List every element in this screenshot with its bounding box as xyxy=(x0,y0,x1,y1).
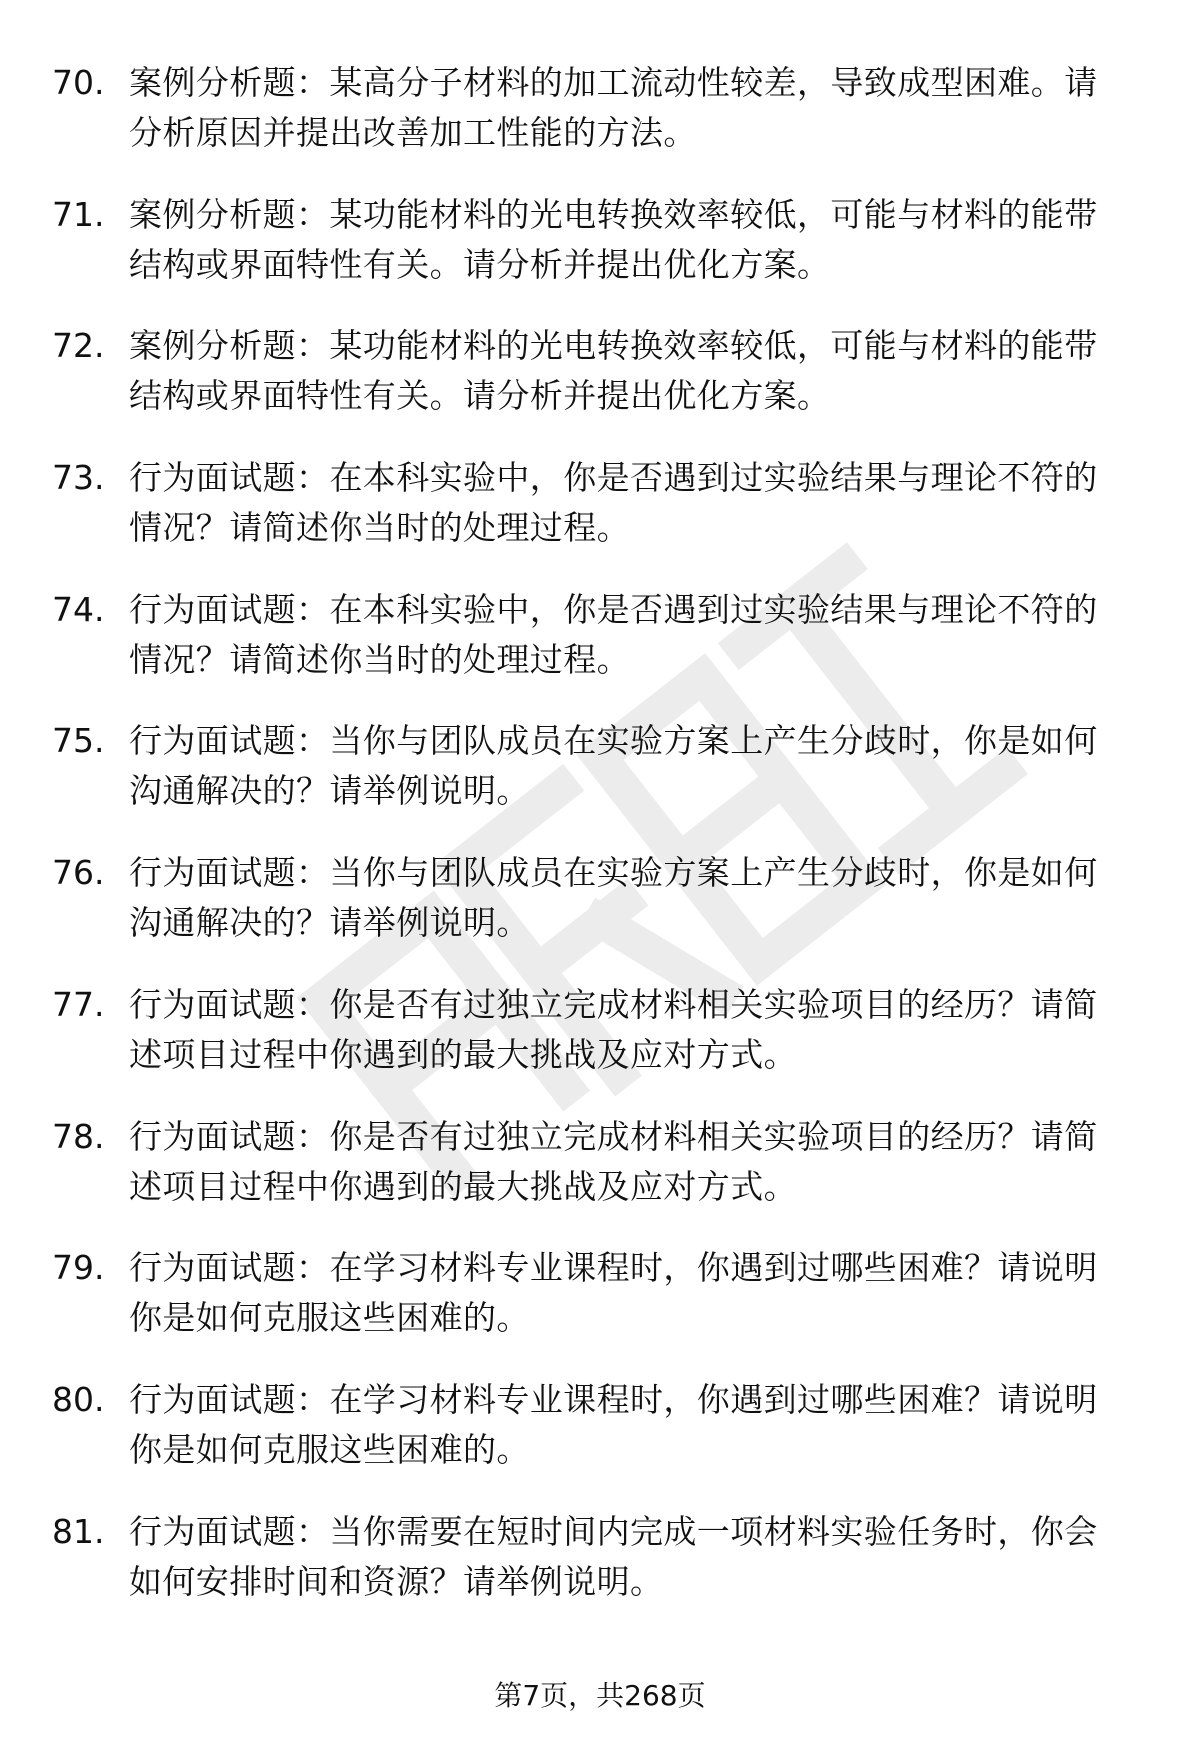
question-text: 行为面试题：在学习材料专业课程时，你遇到过哪些困难？请说明你是如何克服这些困难的。 xyxy=(129,1248,1098,1338)
question-text: 案例分析题：某高分子材料的加工流动性较差，导致成型困难。请分析原因并提出改善加工性能的方法。 xyxy=(129,63,1098,152)
question-item xyxy=(52,980,1142,1112)
question-number: 75. xyxy=(52,721,105,761)
page-footer: 第7页，共268页 xyxy=(494,1679,706,1712)
question-item xyxy=(52,1507,1142,1639)
question-text: 行为面试题：在学习材料专业课程时，你遇到过哪些困难？请说明你是如何克服这些困难的。 xyxy=(129,1379,1098,1469)
question-number: 72. xyxy=(52,326,105,366)
question-item xyxy=(52,848,1142,980)
question-number: 74. xyxy=(52,589,105,629)
question-item xyxy=(52,1112,1142,1244)
question-number: 78. xyxy=(52,1116,105,1156)
question-number: 79. xyxy=(52,1248,105,1288)
question-text: 行为面试题：在本科实验中，你是否遇到过实验结果与理论不符的情况？请简述你当时的处理过程。 xyxy=(129,589,1098,679)
question-text: 行为面试题：当你与团队成员在实验方案上产生分歧时，你是如何沟通解决的？请举例说明。 xyxy=(129,853,1098,943)
question-text: 行为面试题：当你与团队成员在实验方案上产生分歧时，你是如何沟通解决的？请举例说明。 xyxy=(129,721,1098,811)
question-number: 73. xyxy=(52,458,105,498)
question-item xyxy=(52,190,1142,322)
question-item xyxy=(52,716,1142,848)
question-item xyxy=(52,1375,1142,1507)
question-item xyxy=(52,1243,1142,1375)
question-list xyxy=(52,58,1142,1638)
question-text: 案例分析题：某功能材料的光电转换效率较低，可能与材料的能带结构或界面特性有关。请分析并提出优化方案。 xyxy=(129,326,1098,416)
question-text: 行为面试题：当你需要在短时间内完成一项材料实验任务时，你会如何安排时间和资源？请举例说明。 xyxy=(129,1511,1098,1601)
question-item xyxy=(52,58,1142,190)
question-text: 行为面试题：你是否有过独立完成材料相关实验项目的经历？请简述项目过程中你遇到的最大挑战及应对方式。 xyxy=(129,984,1098,1074)
question-number: 70. xyxy=(52,63,105,102)
question-item xyxy=(52,585,1142,717)
question-number: 76. xyxy=(52,853,105,893)
question-text: 行为面试题：在本科实验中，你是否遇到过实验结果与理论不符的情况？请简述你当时的处理过程。 xyxy=(129,458,1098,548)
question-number: 81. xyxy=(52,1511,105,1551)
question-number: 80. xyxy=(52,1379,105,1419)
question-number: 77. xyxy=(52,984,105,1024)
question-item xyxy=(52,453,1142,585)
question-item xyxy=(52,321,1142,453)
question-number: 71. xyxy=(52,194,105,234)
question-text: 行为面试题：你是否有过独立完成材料相关实验项目的经历？请简述项目过程中你遇到的最大挑战及应对方式。 xyxy=(129,1116,1098,1206)
question-text: 案例分析题：某功能材料的光电转换效率较低，可能与材料的能带结构或界面特性有关。请分析并提出优化方案。 xyxy=(129,194,1098,284)
